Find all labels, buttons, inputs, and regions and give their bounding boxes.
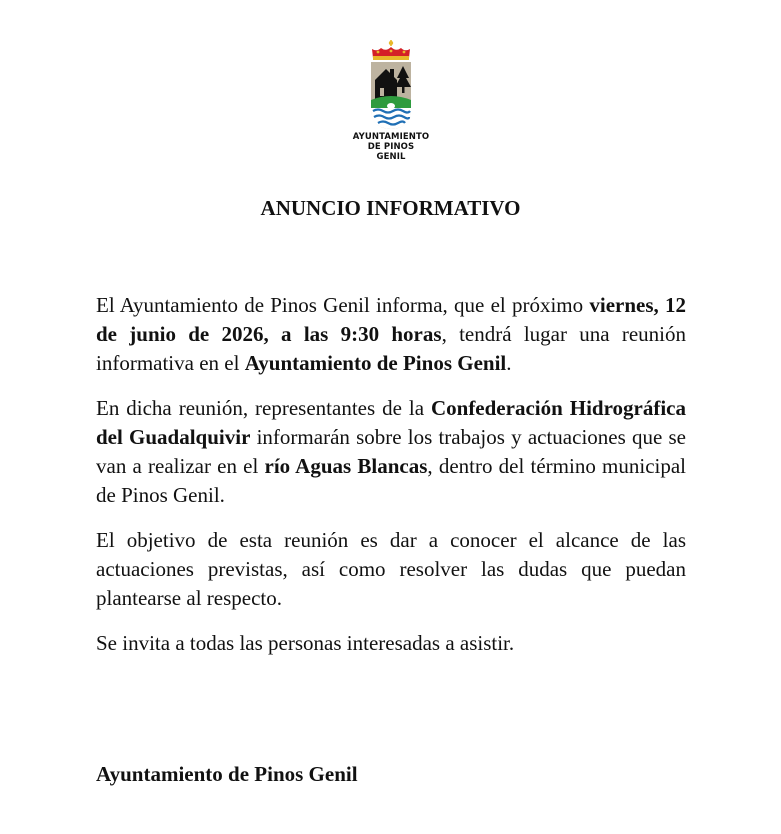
municipal-coat-of-arms — [352, 40, 430, 162]
announcement-body — [96, 291, 686, 674]
text-segment: , dentro del término municipal de Pinos Genil. — [96, 454, 687, 507]
paragraph-4 — [96, 629, 686, 658]
text-segment: , tendrá lugar una reunión informativa en el — [96, 322, 687, 375]
text-segment: En dicha reunión, representantes de la — [96, 396, 431, 420]
organization-highlight: Confederación Hidrográfica del Guadalquivir — [96, 396, 686, 449]
paragraph-1 — [96, 291, 686, 378]
logo-text-line2: DE PINOS GENIL — [367, 142, 415, 162]
text-segment: Se invita a todas las personas interesadas a asistir. — [96, 631, 515, 655]
document-title: ANUNCIO INFORMATIVO — [260, 196, 521, 220]
signature: Ayuntamiento de Pinos Genil — [96, 762, 358, 786]
text-segment: El Ayuntamiento de Pinos Genil informa, que el próximo — [96, 293, 590, 317]
paragraph-2 — [96, 394, 686, 510]
text-segment: El objetivo de esta reunión es dar a conocer el alcance de las actuaciones previstas, así como resolver las dudas que puedan plantearse al respecto. — [96, 528, 686, 610]
paragraph-3 — [96, 526, 686, 613]
river-highlight: río Aguas Blancas — [264, 454, 428, 478]
text-segment: informarán sobre los trabajos y actuaciones que se van a realizar en el — [96, 425, 686, 478]
logo-text-line1: AYUNTAMIENTO — [352, 132, 430, 142]
date-time-highlight: viernes, 12 de junio de 2026, a las 9:30 horas — [96, 293, 686, 346]
text-segment: . — [506, 351, 512, 375]
coat-of-arms-icon — [368, 40, 414, 130]
venue-highlight: Ayuntamiento de Pinos Genil — [244, 351, 507, 375]
